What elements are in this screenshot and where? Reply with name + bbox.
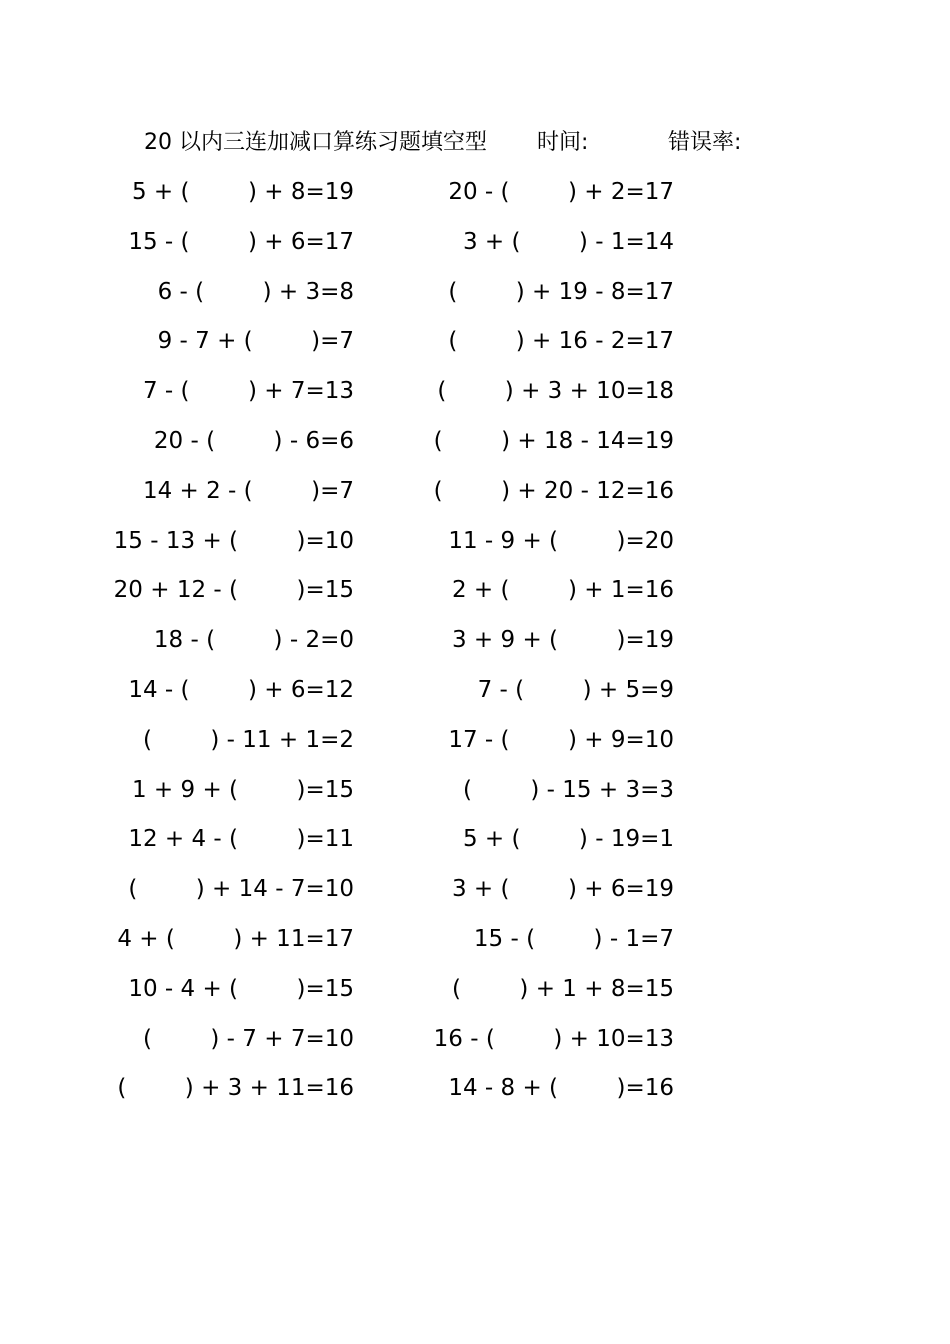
problem-left: 10 - 4 + ( )=15 xyxy=(128,975,354,1002)
problem-row xyxy=(0,720,950,770)
problem-right: 3 + 9 + ( )=19 xyxy=(451,627,674,654)
problem-row xyxy=(0,670,950,720)
problem-right: 11 - 9 + ( )=20 xyxy=(448,527,674,554)
problem-left: 7 - ( ) + 7=13 xyxy=(142,378,354,405)
problem-right: 16 - ( ) + 10=13 xyxy=(433,1025,674,1052)
time-label: 时间: xyxy=(537,130,589,155)
problem-row xyxy=(0,521,950,571)
problem-left: 1 + 9 + ( )=15 xyxy=(131,776,354,803)
problem-row xyxy=(0,620,950,670)
problem-row xyxy=(0,471,950,521)
problem-right: ( ) + 20 - 12=16 xyxy=(433,477,674,504)
problem-row xyxy=(0,321,950,371)
problem-left: 9 - 7 + ( )=7 xyxy=(157,328,354,355)
problem-left: 5 + ( ) + 8=19 xyxy=(131,179,354,205)
problem-right: ( ) + 18 - 14=19 xyxy=(433,427,674,454)
problem-left: 4 + ( ) + 11=17 xyxy=(117,925,354,952)
problem-list xyxy=(0,172,950,1118)
problem-row xyxy=(0,272,950,322)
problem-row xyxy=(0,1068,950,1118)
problem-left: 15 - 13 + ( )=10 xyxy=(113,527,354,554)
problem-left: 15 - ( ) + 6=17 xyxy=(128,228,354,255)
error-rate-label: 错误率: xyxy=(668,130,742,155)
problem-right: 17 - ( ) + 9=10 xyxy=(448,726,674,753)
problem-row xyxy=(0,869,950,919)
problem-row xyxy=(0,969,950,1019)
worksheet-header xyxy=(144,126,764,160)
problem-row xyxy=(0,770,950,820)
problem-right: 7 - ( ) + 5=9 xyxy=(477,676,674,703)
problem-right: 15 - ( ) - 1=7 xyxy=(473,925,674,952)
problem-right: 3 + ( ) + 6=19 xyxy=(451,876,674,903)
problem-left: ( ) - 11 + 1=2 xyxy=(142,726,354,753)
problem-row xyxy=(0,421,950,471)
problem-row xyxy=(0,172,950,222)
worksheet-title: 20 以内三连加减口算练习题填空型 xyxy=(144,130,487,155)
problem-row xyxy=(0,919,950,969)
problem-right: ( ) + 3 + 10=18 xyxy=(437,378,674,405)
problem-left: 14 + 2 - ( )=7 xyxy=(142,477,354,504)
problem-right: ( ) + 1 + 8=15 xyxy=(451,975,674,1002)
problem-left: 6 - ( ) + 3=8 xyxy=(157,278,354,305)
problem-left: 14 - ( ) + 6=12 xyxy=(128,676,354,703)
problem-left: ( ) + 14 - 7=10 xyxy=(128,876,354,903)
problem-right: 14 - 8 + ( )=16 xyxy=(448,1075,674,1102)
problem-right: ( ) + 19 - 8=17 xyxy=(448,278,674,305)
problem-right: ( ) - 15 + 3=3 xyxy=(462,776,674,803)
problem-right: 5 + ( ) - 19=1 xyxy=(462,826,674,853)
problem-row xyxy=(0,819,950,869)
problem-right: 20 - ( ) + 2=17 xyxy=(448,179,674,205)
problem-right: 2 + ( ) + 1=16 xyxy=(451,577,674,604)
problem-row xyxy=(0,570,950,620)
problem-left: 12 + 4 - ( )=11 xyxy=(128,826,354,853)
problem-left: 18 - ( ) - 2=0 xyxy=(153,627,354,654)
problem-row xyxy=(0,1019,950,1069)
problem-left: 20 - ( ) - 6=6 xyxy=(153,427,354,454)
problem-left: ( ) - 7 + 7=10 xyxy=(142,1025,354,1052)
problem-row xyxy=(0,222,950,272)
problem-left: 20 + 12 - ( )=15 xyxy=(113,577,354,604)
problem-left: ( ) + 3 + 11=16 xyxy=(117,1075,354,1102)
problem-right: ( ) + 16 - 2=17 xyxy=(448,328,674,355)
problem-row xyxy=(0,371,950,421)
problem-right: 3 + ( ) - 1=14 xyxy=(462,228,674,255)
